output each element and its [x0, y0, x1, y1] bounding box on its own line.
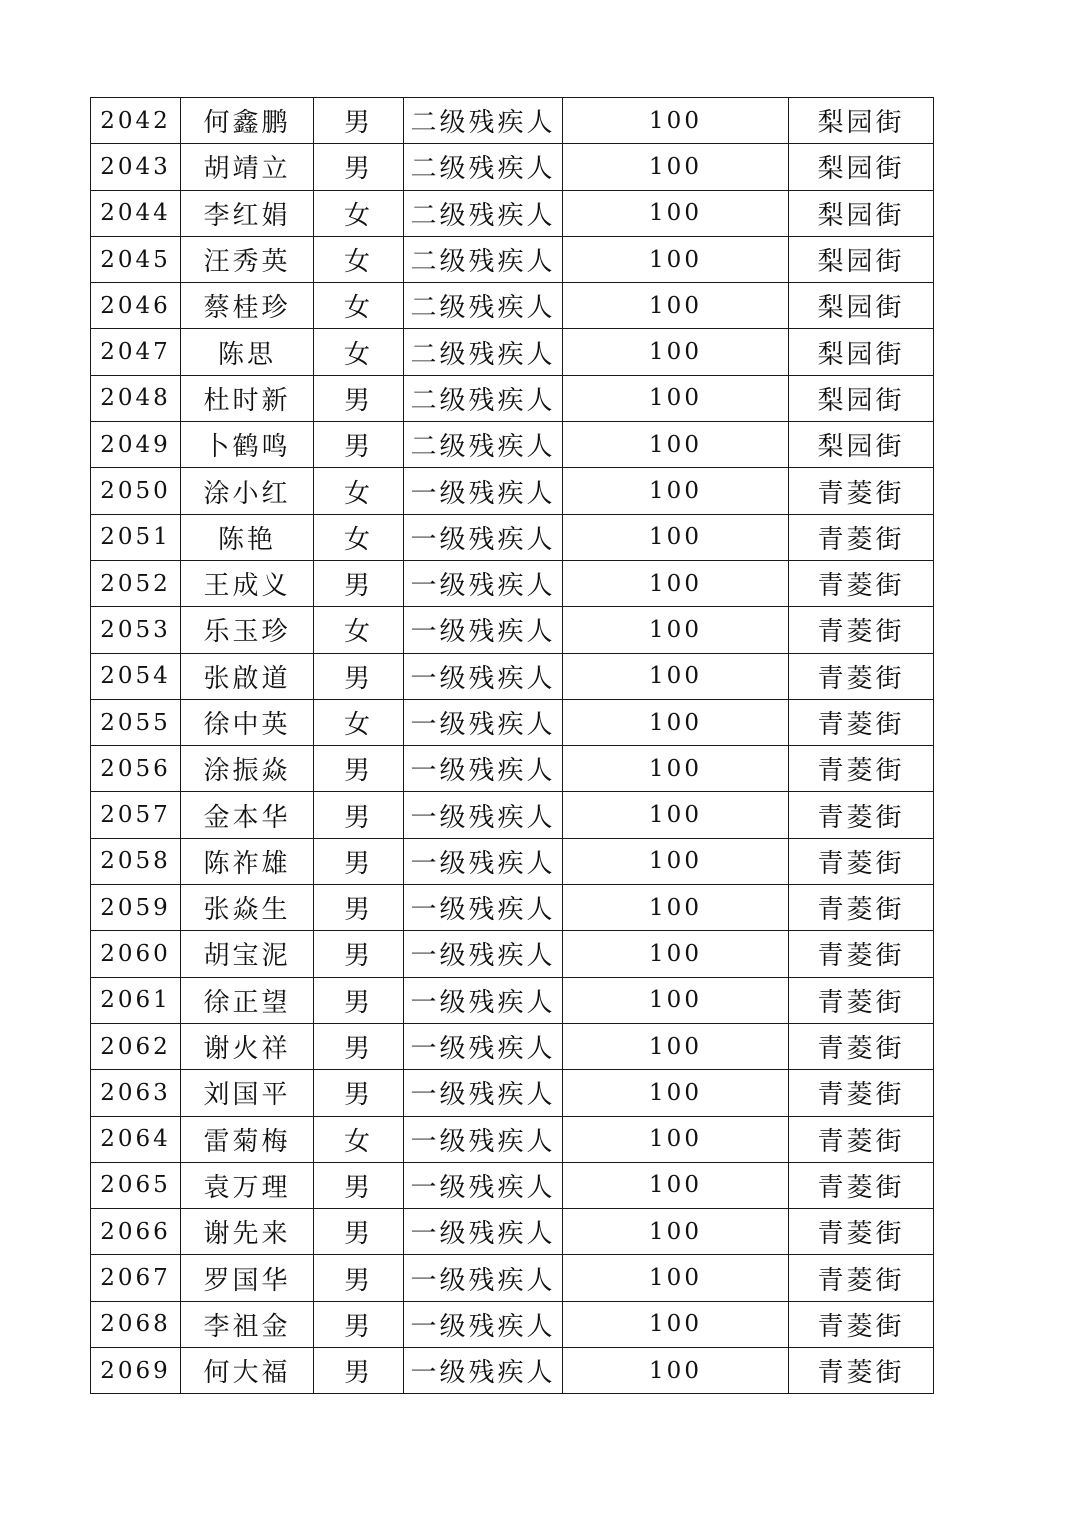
cell-number: 2051 [91, 514, 181, 560]
cell-sex: 男 [314, 653, 404, 699]
subsidy-roster-table [90, 97, 934, 1394]
cell-number: 2064 [91, 1116, 181, 1162]
cell-name: 胡宝泥 [181, 931, 314, 977]
cell-amount: 100 [563, 1070, 789, 1116]
cell-amount: 100 [563, 1162, 789, 1208]
cell-name: 雷菊梅 [181, 1116, 314, 1162]
table-row [91, 746, 934, 792]
cell-sex: 女 [314, 236, 404, 282]
cell-street: 青菱街 [789, 607, 934, 653]
cell-name: 谢火祥 [181, 1023, 314, 1069]
cell-street: 青菱街 [789, 746, 934, 792]
cell-name: 张啟道 [181, 653, 314, 699]
cell-amount: 100 [563, 514, 789, 560]
table-row [91, 329, 934, 375]
cell-sex: 男 [314, 1301, 404, 1347]
cell-amount: 100 [563, 699, 789, 745]
cell-name: 王成义 [181, 560, 314, 606]
table-row [91, 190, 934, 236]
cell-amount: 100 [563, 1023, 789, 1069]
cell-disability-level: 一级残疾人 [404, 746, 563, 792]
table-row [91, 283, 934, 329]
cell-name: 何鑫鹏 [181, 98, 314, 144]
cell-disability-level: 一级残疾人 [404, 792, 563, 838]
cell-street: 青菱街 [789, 560, 934, 606]
cell-number: 2044 [91, 190, 181, 236]
table-row [91, 607, 934, 653]
cell-sex: 男 [314, 1348, 404, 1394]
cell-number: 2069 [91, 1348, 181, 1394]
cell-sex: 女 [314, 607, 404, 653]
table-row [91, 1023, 934, 1069]
cell-disability-level: 一级残疾人 [404, 1209, 563, 1255]
cell-name: 刘国平 [181, 1070, 314, 1116]
cell-name: 李红娟 [181, 190, 314, 236]
cell-street: 青菱街 [789, 977, 934, 1023]
table-row [91, 885, 934, 931]
table-row [91, 838, 934, 884]
table-row [91, 98, 934, 144]
cell-street: 青菱街 [789, 792, 934, 838]
cell-street: 青菱街 [789, 885, 934, 931]
cell-street: 青菱街 [789, 1070, 934, 1116]
cell-street: 青菱街 [789, 514, 934, 560]
cell-street: 青菱街 [789, 1348, 934, 1394]
table-row [91, 1301, 934, 1347]
cell-name: 乐玉珍 [181, 607, 314, 653]
cell-amount: 100 [563, 1348, 789, 1394]
cell-disability-level: 一级残疾人 [404, 699, 563, 745]
table-row [91, 977, 934, 1023]
cell-number: 2060 [91, 931, 181, 977]
cell-amount: 100 [563, 236, 789, 282]
cell-disability-level: 一级残疾人 [404, 1023, 563, 1069]
cell-name: 杜时新 [181, 375, 314, 421]
cell-sex: 女 [314, 699, 404, 745]
cell-number: 2050 [91, 468, 181, 514]
cell-name: 罗国华 [181, 1255, 314, 1301]
cell-sex: 男 [314, 1162, 404, 1208]
cell-street: 梨园街 [789, 236, 934, 282]
cell-sex: 女 [314, 1116, 404, 1162]
cell-sex: 女 [314, 514, 404, 560]
cell-name: 涂振焱 [181, 746, 314, 792]
cell-street: 梨园街 [789, 375, 934, 421]
cell-number: 2047 [91, 329, 181, 375]
cell-number: 2048 [91, 375, 181, 421]
table-row [91, 144, 934, 190]
cell-sex: 男 [314, 560, 404, 606]
cell-sex: 女 [314, 283, 404, 329]
table-row [91, 931, 934, 977]
cell-number: 2062 [91, 1023, 181, 1069]
cell-sex: 男 [314, 1209, 404, 1255]
cell-street: 梨园街 [789, 283, 934, 329]
cell-street: 青菱街 [789, 838, 934, 884]
cell-sex: 女 [314, 468, 404, 514]
cell-disability-level: 二级残疾人 [404, 236, 563, 282]
cell-amount: 100 [563, 653, 789, 699]
cell-number: 2052 [91, 560, 181, 606]
cell-name: 蔡桂珍 [181, 283, 314, 329]
cell-street: 青菱街 [789, 1209, 934, 1255]
table-row [91, 1070, 934, 1116]
cell-sex: 男 [314, 977, 404, 1023]
cell-name: 涂小红 [181, 468, 314, 514]
cell-amount: 100 [563, 468, 789, 514]
cell-amount: 100 [563, 1255, 789, 1301]
cell-disability-level: 一级残疾人 [404, 977, 563, 1023]
cell-sex: 男 [314, 1023, 404, 1069]
cell-number: 2055 [91, 699, 181, 745]
cell-number: 2065 [91, 1162, 181, 1208]
cell-street: 梨园街 [789, 98, 934, 144]
cell-sex: 男 [314, 1255, 404, 1301]
cell-number: 2058 [91, 838, 181, 884]
cell-amount: 100 [563, 1209, 789, 1255]
cell-number: 2049 [91, 422, 181, 468]
cell-sex: 女 [314, 329, 404, 375]
cell-disability-level: 二级残疾人 [404, 144, 563, 190]
cell-disability-level: 一级残疾人 [404, 931, 563, 977]
cell-street: 青菱街 [789, 653, 934, 699]
cell-street: 青菱街 [789, 1255, 934, 1301]
cell-amount: 100 [563, 746, 789, 792]
table-row [91, 560, 934, 606]
cell-name: 金本华 [181, 792, 314, 838]
table-row [91, 653, 934, 699]
cell-number: 2066 [91, 1209, 181, 1255]
cell-number: 2046 [91, 283, 181, 329]
cell-sex: 男 [314, 144, 404, 190]
cell-disability-level: 二级残疾人 [404, 98, 563, 144]
cell-name: 卜鹤鸣 [181, 422, 314, 468]
cell-amount: 100 [563, 422, 789, 468]
cell-disability-level: 二级残疾人 [404, 375, 563, 421]
cell-number: 2067 [91, 1255, 181, 1301]
table-row [91, 375, 934, 421]
table-row [91, 1162, 934, 1208]
cell-number: 2061 [91, 977, 181, 1023]
cell-sex: 男 [314, 375, 404, 421]
cell-disability-level: 一级残疾人 [404, 607, 563, 653]
cell-name: 何大福 [181, 1348, 314, 1394]
cell-sex: 男 [314, 838, 404, 884]
cell-amount: 100 [563, 144, 789, 190]
cell-name: 陈祚雄 [181, 838, 314, 884]
cell-amount: 100 [563, 885, 789, 931]
cell-amount: 100 [563, 375, 789, 421]
cell-name: 张焱生 [181, 885, 314, 931]
cell-amount: 100 [563, 283, 789, 329]
table-row [91, 236, 934, 282]
cell-disability-level: 二级残疾人 [404, 190, 563, 236]
cell-name: 徐正望 [181, 977, 314, 1023]
cell-name: 陈艳 [181, 514, 314, 560]
cell-number: 2043 [91, 144, 181, 190]
cell-amount: 100 [563, 1301, 789, 1347]
cell-amount: 100 [563, 190, 789, 236]
roster-body [91, 98, 934, 1394]
cell-number: 2068 [91, 1301, 181, 1347]
cell-disability-level: 一级残疾人 [404, 1116, 563, 1162]
cell-street: 青菱街 [789, 468, 934, 514]
cell-name: 李祖金 [181, 1301, 314, 1347]
cell-disability-level: 一级残疾人 [404, 560, 563, 606]
cell-street: 青菱街 [789, 931, 934, 977]
cell-disability-level: 一级残疾人 [404, 653, 563, 699]
cell-amount: 100 [563, 838, 789, 884]
table-row [91, 792, 934, 838]
cell-disability-level: 一级残疾人 [404, 885, 563, 931]
cell-street: 青菱街 [789, 1162, 934, 1208]
document-page [90, 97, 934, 1394]
cell-number: 2059 [91, 885, 181, 931]
cell-street: 青菱街 [789, 1301, 934, 1347]
cell-amount: 100 [563, 792, 789, 838]
cell-amount: 100 [563, 329, 789, 375]
cell-amount: 100 [563, 98, 789, 144]
cell-amount: 100 [563, 1116, 789, 1162]
cell-street: 青菱街 [789, 699, 934, 745]
cell-street: 梨园街 [789, 329, 934, 375]
cell-street: 青菱街 [789, 1116, 934, 1162]
cell-disability-level: 一级残疾人 [404, 1162, 563, 1208]
cell-sex: 女 [314, 190, 404, 236]
cell-name: 陈思 [181, 329, 314, 375]
cell-number: 2054 [91, 653, 181, 699]
cell-sex: 男 [314, 422, 404, 468]
cell-disability-level: 一级残疾人 [404, 1301, 563, 1347]
table-row [91, 422, 934, 468]
cell-number: 2042 [91, 98, 181, 144]
cell-amount: 100 [563, 931, 789, 977]
cell-sex: 男 [314, 931, 404, 977]
cell-name: 汪秀英 [181, 236, 314, 282]
table-row [91, 1209, 934, 1255]
cell-number: 2045 [91, 236, 181, 282]
cell-disability-level: 一级残疾人 [404, 1070, 563, 1116]
cell-street: 梨园街 [789, 422, 934, 468]
cell-street: 梨园街 [789, 190, 934, 236]
table-row [91, 1348, 934, 1394]
cell-name: 胡靖立 [181, 144, 314, 190]
table-row [91, 699, 934, 745]
cell-sex: 男 [314, 98, 404, 144]
cell-number: 2053 [91, 607, 181, 653]
cell-disability-level: 二级残疾人 [404, 283, 563, 329]
cell-sex: 男 [314, 792, 404, 838]
table-row [91, 468, 934, 514]
table-row [91, 514, 934, 560]
table-row [91, 1255, 934, 1301]
cell-name: 徐中英 [181, 699, 314, 745]
cell-amount: 100 [563, 560, 789, 606]
cell-sex: 男 [314, 746, 404, 792]
cell-disability-level: 一级残疾人 [404, 468, 563, 514]
cell-name: 谢先来 [181, 1209, 314, 1255]
cell-street: 梨园街 [789, 144, 934, 190]
cell-name: 袁万理 [181, 1162, 314, 1208]
cell-sex: 男 [314, 885, 404, 931]
cell-number: 2063 [91, 1070, 181, 1116]
cell-disability-level: 一级残疾人 [404, 514, 563, 560]
cell-amount: 100 [563, 977, 789, 1023]
cell-number: 2056 [91, 746, 181, 792]
cell-street: 青菱街 [789, 1023, 934, 1069]
cell-disability-level: 一级残疾人 [404, 1348, 563, 1394]
cell-sex: 男 [314, 1070, 404, 1116]
cell-disability-level: 二级残疾人 [404, 329, 563, 375]
cell-amount: 100 [563, 607, 789, 653]
table-row [91, 1116, 934, 1162]
cell-number: 2057 [91, 792, 181, 838]
cell-disability-level: 二级残疾人 [404, 422, 563, 468]
cell-disability-level: 一级残疾人 [404, 1255, 563, 1301]
cell-disability-level: 一级残疾人 [404, 838, 563, 884]
